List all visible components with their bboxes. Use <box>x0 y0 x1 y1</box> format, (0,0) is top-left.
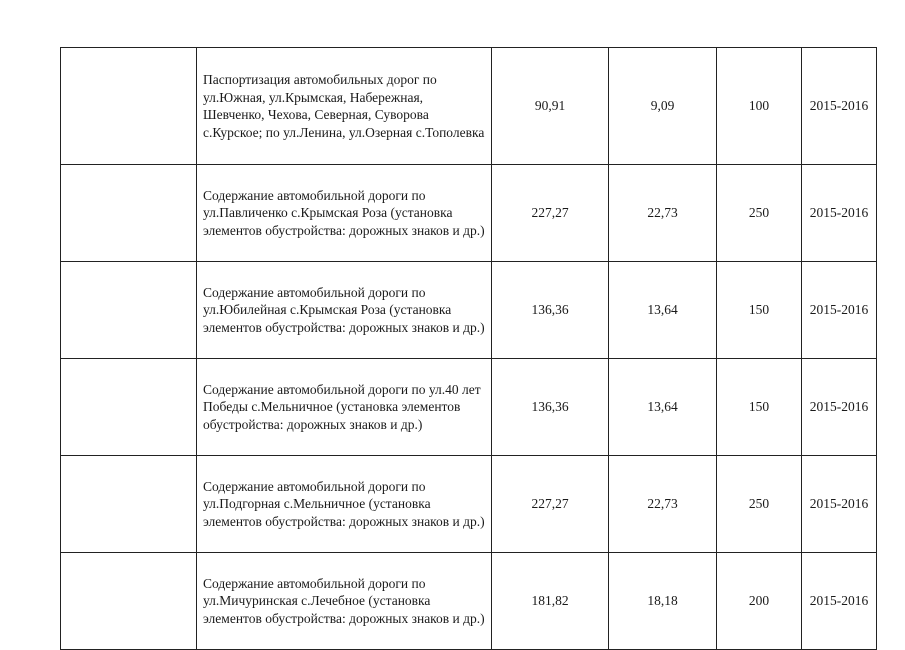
value-1-cell: 136,36 <box>492 359 609 456</box>
empty-cell <box>61 553 197 650</box>
description-cell: Содержание автомобильной дороги по ул.Подгорная с.Мельничное (установка элементов обустройства: дорожных знаков и др.) <box>197 456 492 553</box>
value-1-cell: 181,82 <box>492 553 609 650</box>
empty-cell <box>61 165 197 262</box>
empty-cell <box>61 359 197 456</box>
table-row <box>61 553 877 650</box>
empty-cell <box>61 48 197 165</box>
table-row <box>61 456 877 553</box>
period-cell: 2015-2016 <box>802 456 877 553</box>
total-cell: 150 <box>717 262 802 359</box>
empty-cell <box>61 456 197 553</box>
table-row <box>61 262 877 359</box>
value-2-cell: 9,09 <box>609 48 717 165</box>
empty-cell <box>61 262 197 359</box>
value-1-cell: 136,36 <box>492 262 609 359</box>
table-row <box>61 165 877 262</box>
value-1-cell: 227,27 <box>492 456 609 553</box>
value-2-cell: 22,73 <box>609 456 717 553</box>
value-2-cell: 13,64 <box>609 262 717 359</box>
program-table <box>60 47 877 650</box>
total-cell: 200 <box>717 553 802 650</box>
total-cell: 250 <box>717 456 802 553</box>
description-cell: Содержание автомобильной дороги по ул.40 лет Победы с.Мельничное (установка элементов обустройства: дорожных знаков и др.) <box>197 359 492 456</box>
period-cell: 2015-2016 <box>802 165 877 262</box>
value-2-cell: 18,18 <box>609 553 717 650</box>
value-2-cell: 13,64 <box>609 359 717 456</box>
value-1-cell: 227,27 <box>492 165 609 262</box>
period-cell: 2015-2016 <box>802 262 877 359</box>
period-cell: 2015-2016 <box>802 48 877 165</box>
total-cell: 250 <box>717 165 802 262</box>
period-cell: 2015-2016 <box>802 359 877 456</box>
description-cell: Содержание автомобильной дороги по ул.Павличенко с.Крымская Роза (установка элементов обустройства: дорожных знаков и др.) <box>197 165 492 262</box>
total-cell: 150 <box>717 359 802 456</box>
table-row <box>61 48 877 165</box>
description-cell: Содержание автомобильной дороги по ул.Юбилейная с.Крымская Роза (установка элементов обустройства: дорожных знаков и др.) <box>197 262 492 359</box>
total-cell: 100 <box>717 48 802 165</box>
description-cell: Содержание автомобильной дороги по ул.Мичуринская с.Лечебное (установка элементов обустройства: дорожных знаков и др.) <box>197 553 492 650</box>
period-cell: 2015-2016 <box>802 553 877 650</box>
table-row <box>61 359 877 456</box>
value-2-cell: 22,73 <box>609 165 717 262</box>
value-1-cell: 90,91 <box>492 48 609 165</box>
description-cell: Паспортизация автомобильных дорог по ул.Южная, ул.Крымская, Набережная, Шевченко, Чехова, Северная, Суворова с.Курское; по ул.Ленина, ул.Озерная с.Тополевка <box>197 48 492 165</box>
